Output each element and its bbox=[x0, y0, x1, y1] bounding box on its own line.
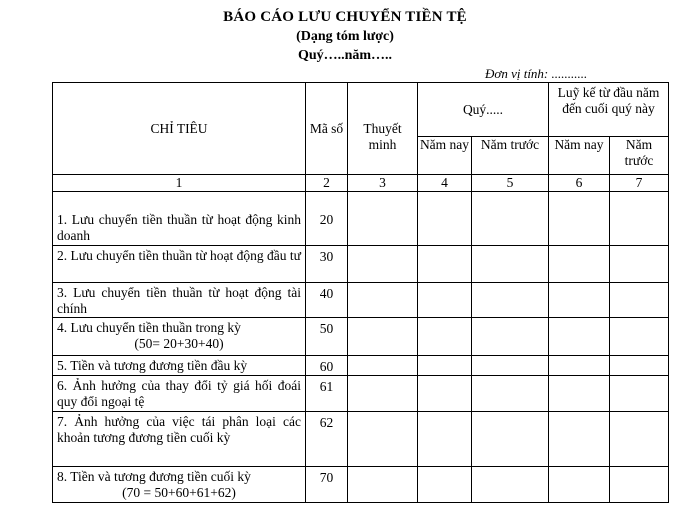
cell-value bbox=[549, 356, 610, 376]
report-period: Quý…..năm….. bbox=[297, 48, 393, 63]
cell-value bbox=[549, 412, 610, 467]
column-number: 2 bbox=[306, 175, 348, 192]
column-number: 3 bbox=[348, 175, 418, 192]
row-label: 4. Lưu chuyển tiền thuần trong kỳ (50= 20+30+40) bbox=[53, 318, 306, 356]
row-code: 60 bbox=[306, 356, 348, 376]
table-row bbox=[53, 192, 669, 246]
cell-value bbox=[549, 283, 610, 318]
table-row bbox=[53, 246, 669, 283]
table-row bbox=[53, 412, 669, 467]
cell-value bbox=[549, 318, 610, 356]
cell-value bbox=[610, 467, 669, 503]
column-number: 1 bbox=[53, 175, 306, 192]
row-label: 1. Lưu chuyển tiền thuần từ hoạt động kinh doanh bbox=[53, 192, 306, 246]
row-code: 70 bbox=[306, 467, 348, 503]
cell-value bbox=[472, 467, 549, 503]
header-luy-ke: Luỹ kế từ đầu năm đến cuối quý này bbox=[549, 83, 669, 137]
cell-value bbox=[418, 412, 472, 467]
row-label: 3. Lưu chuyển tiền thuần từ hoạt động tài chính bbox=[53, 283, 306, 318]
column-number: 7 bbox=[610, 175, 669, 192]
column-number: 5 bbox=[472, 175, 549, 192]
column-number: 6 bbox=[549, 175, 610, 192]
cell-value bbox=[418, 376, 472, 412]
cell-value bbox=[610, 412, 669, 467]
cell-value bbox=[472, 356, 549, 376]
row-code: 61 bbox=[306, 376, 348, 412]
cell-value bbox=[610, 283, 669, 318]
table-row bbox=[53, 467, 669, 503]
cell-value bbox=[472, 283, 549, 318]
row-label: 2. Lưu chuyển tiền thuần từ hoạt động đầu tư bbox=[53, 246, 306, 283]
row-label: 8. Tiền và tương đương tiền cuối kỳ (70 = 50+60+61+62) bbox=[53, 467, 306, 503]
row-code: 50 bbox=[306, 318, 348, 356]
cell-value bbox=[610, 356, 669, 376]
cell-thuyet-minh bbox=[348, 318, 418, 356]
cell-value bbox=[472, 318, 549, 356]
unit-label: Đơn vị tính: ........... bbox=[485, 66, 588, 81]
column-number-row bbox=[53, 175, 669, 192]
cell-thuyet-minh bbox=[348, 246, 418, 283]
cell-value bbox=[472, 192, 549, 246]
cell-value bbox=[610, 318, 669, 356]
cell-value bbox=[549, 467, 610, 503]
cell-thuyet-minh bbox=[348, 412, 418, 467]
cell-value bbox=[418, 192, 472, 246]
cell-thuyet-minh bbox=[348, 283, 418, 318]
table-row bbox=[53, 356, 669, 376]
report-subtitle: (Dạng tóm lược) bbox=[296, 29, 394, 44]
table-row bbox=[53, 283, 669, 318]
table-row bbox=[53, 376, 669, 412]
header-nam-truoc-quy: Năm trước bbox=[472, 137, 549, 175]
cash-flow-table bbox=[52, 82, 669, 503]
report-title: BÁO CÁO LƯU CHUYỂN TIỀN TỆ bbox=[223, 9, 467, 25]
cell-value bbox=[472, 412, 549, 467]
cell-value bbox=[418, 246, 472, 283]
cell-thuyet-minh bbox=[348, 356, 418, 376]
row-code: 20 bbox=[306, 192, 348, 246]
cell-value bbox=[472, 376, 549, 412]
cell-value bbox=[418, 467, 472, 503]
cell-thuyet-minh bbox=[348, 467, 418, 503]
cell-value bbox=[610, 192, 669, 246]
cell-value bbox=[418, 283, 472, 318]
row-code: 30 bbox=[306, 246, 348, 283]
table-row bbox=[53, 318, 669, 356]
row-label: 6. Ảnh hưởng của thay đổi tỷ giá hối đoái quy đổi ngoại tệ bbox=[53, 376, 306, 412]
cell-value bbox=[610, 246, 669, 283]
cell-value bbox=[610, 376, 669, 412]
header-chi-tieu: CHỈ TIÊU bbox=[53, 83, 306, 175]
row-code: 62 bbox=[306, 412, 348, 467]
cell-thuyet-minh bbox=[348, 376, 418, 412]
cell-value bbox=[549, 192, 610, 246]
header-nam-nay-luy-ke: Năm nay bbox=[549, 137, 610, 175]
cell-value bbox=[549, 246, 610, 283]
header-ma-so: Mã số bbox=[306, 83, 348, 175]
cell-thuyet-minh bbox=[348, 192, 418, 246]
column-number: 4 bbox=[418, 175, 472, 192]
cell-value bbox=[472, 246, 549, 283]
row-code: 40 bbox=[306, 283, 348, 318]
cell-value bbox=[549, 376, 610, 412]
header-nam-truoc-luy-ke: Năm trước bbox=[610, 137, 669, 175]
row-label: 7. Ảnh hưởng của việc tái phân loại các khoản tương đương tiền cuối kỳ bbox=[53, 412, 306, 467]
header-quy: Quý..... bbox=[418, 83, 549, 137]
row-label: 5. Tiền và tương đương tiền đầu kỳ bbox=[53, 356, 306, 376]
cell-value bbox=[418, 356, 472, 376]
header-nam-nay-quy: Năm nay bbox=[418, 137, 472, 175]
header-thuyet-minh: Thuyết minh bbox=[348, 83, 418, 175]
cell-value bbox=[418, 318, 472, 356]
